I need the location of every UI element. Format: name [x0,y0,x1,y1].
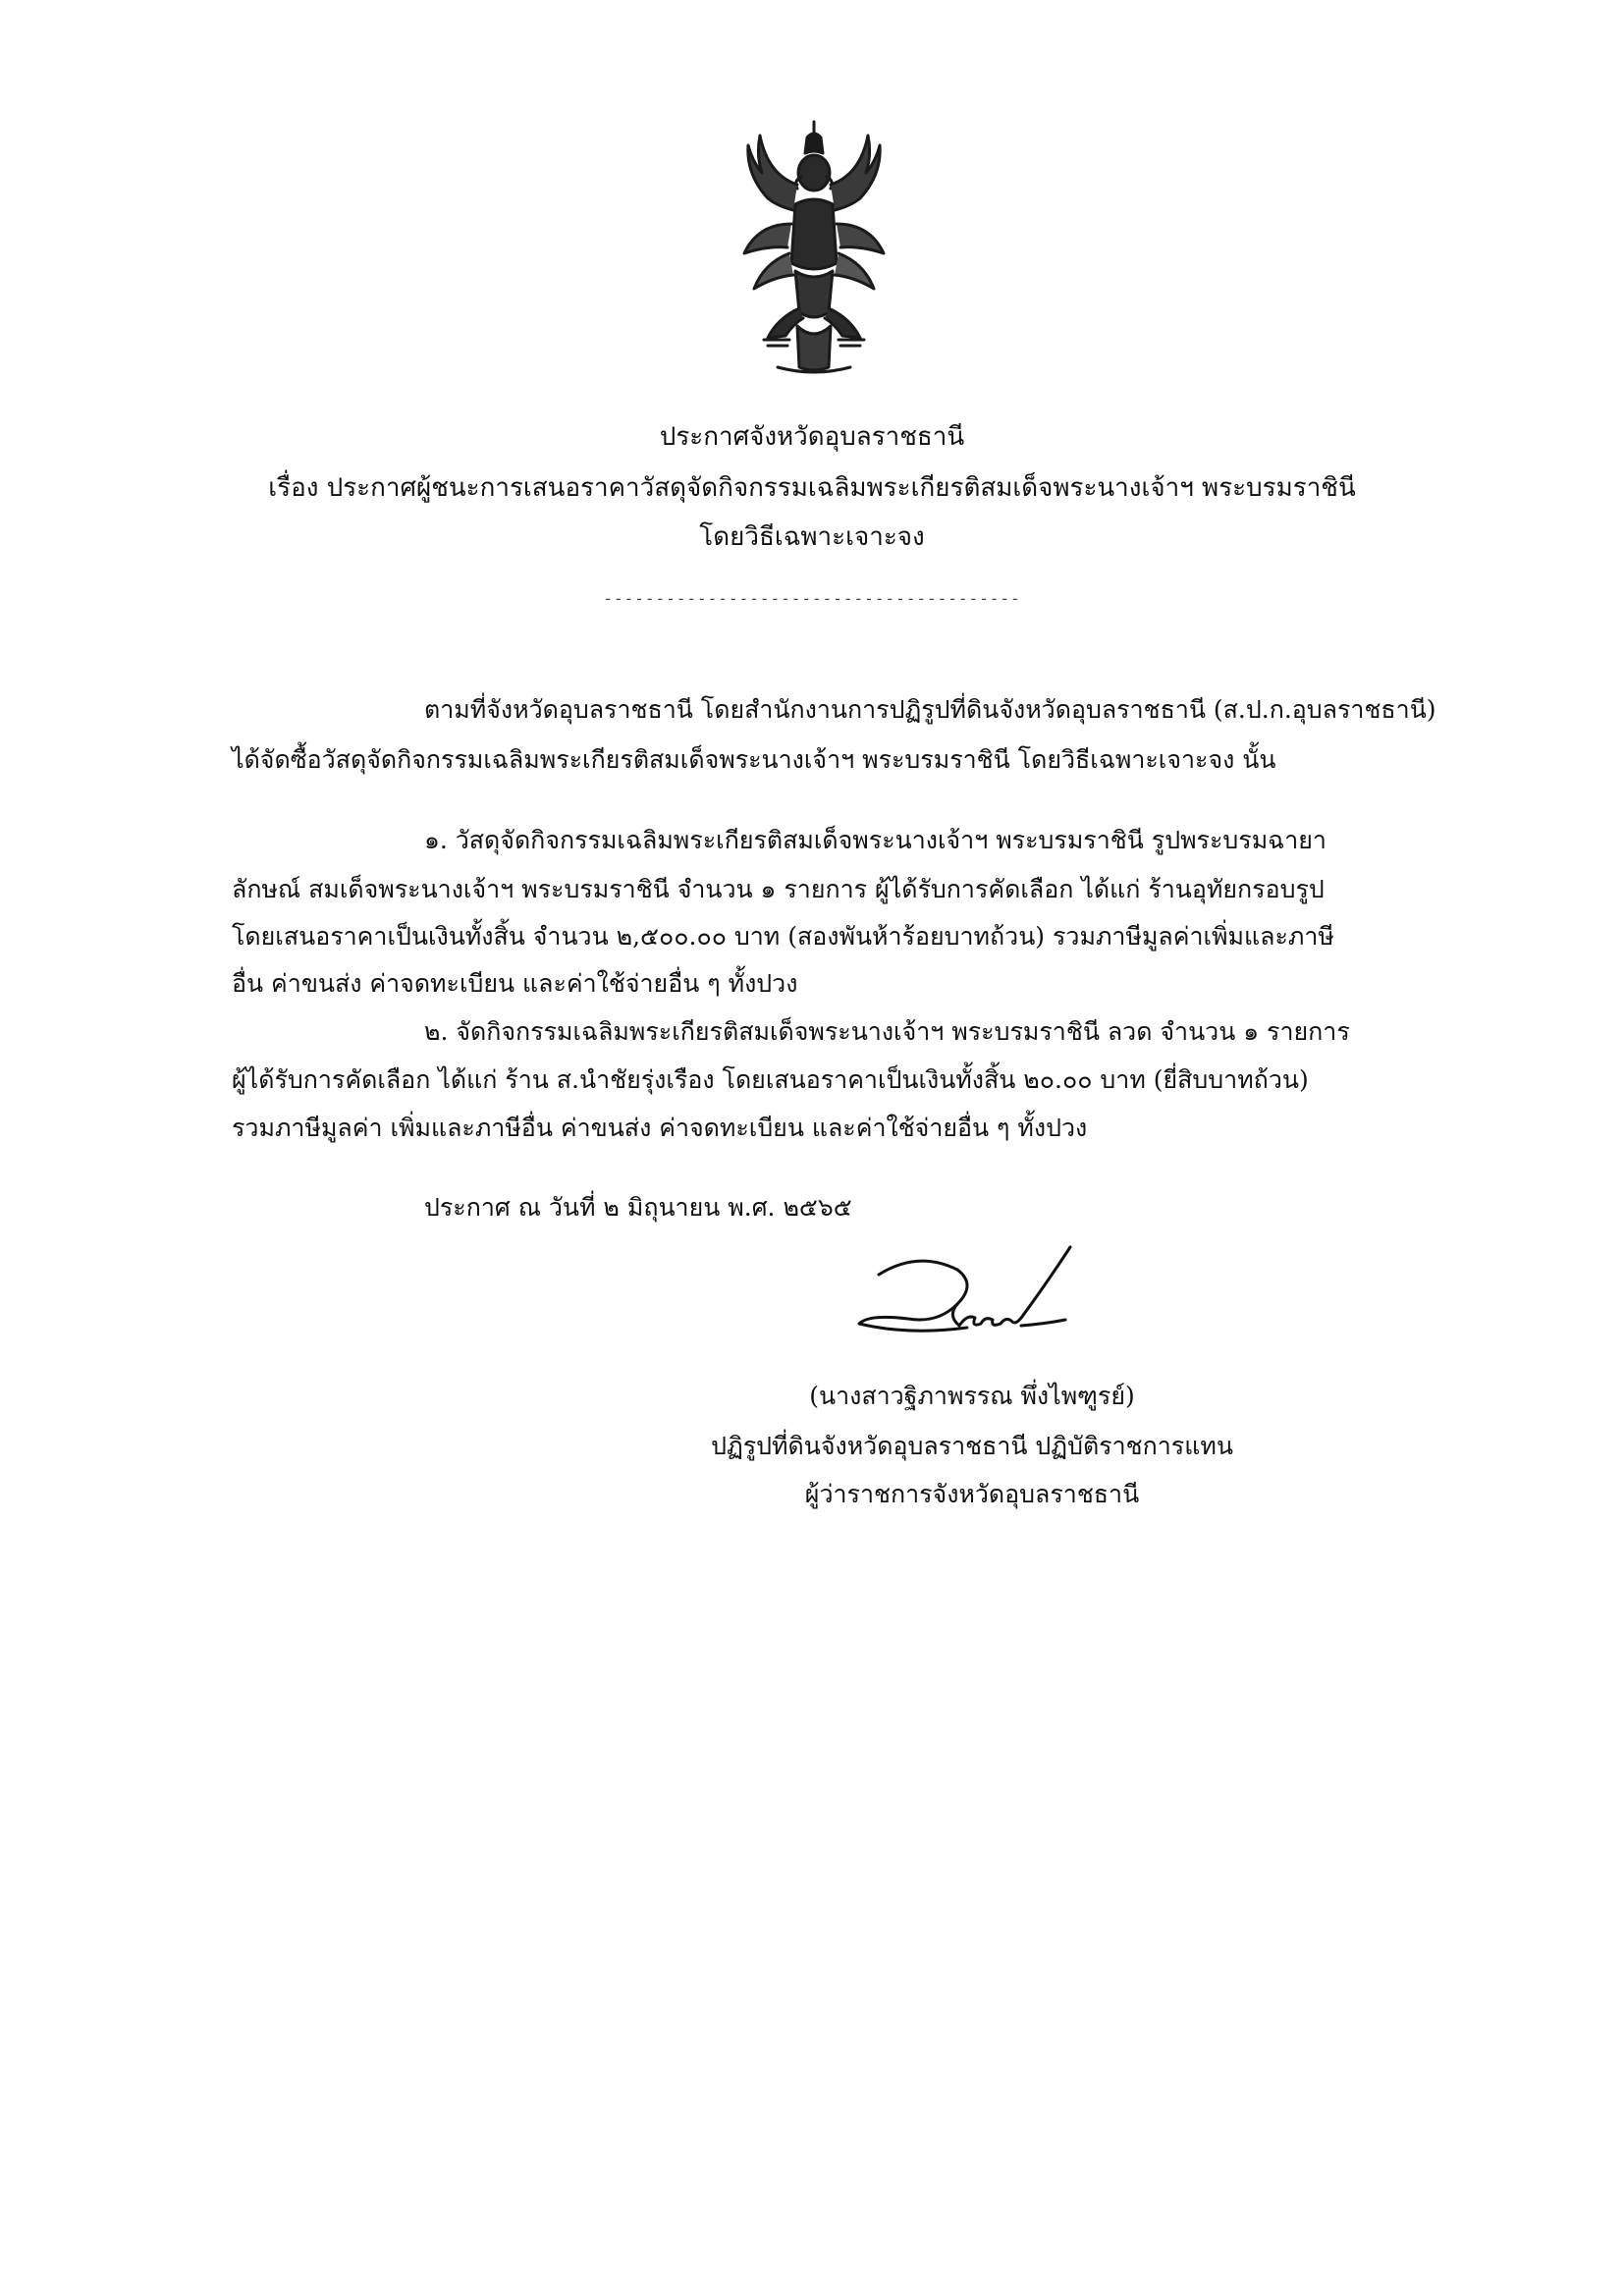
item1-line-1: ๑. วัสดุจัดกิจกรรมเฉลิมพระเกียรติสมเด็จพระนางเจ้าฯ พระบรมราชินี รูปพระบรมฉายา [424,826,1326,854]
announcement-title: ประกาศจังหวัดอุบลราชธานี [659,422,965,452]
signatory-position-2: ผู้ว่าราชการจังหวัดอุบลราชธานี [804,1480,1140,1508]
item1-line-2: ลักษณ์ สมเด็จพระนางเจ้าฯ พระบรมราชินี จำนวน ๑ รายการ ผู้ได้รับการคัดเลือก ได้แก่ ร้านอุทัยกรอบรูป [232,875,1325,903]
item1-line-3: โดยเสนอราคาเป็นเงินทั้งสิ้น จำนวน ๒,๕๐๐.๐๐ บาท (สองพันห้าร้อยบาทถ้วน) รวมภาษีมูลค่าเพิ่มและภาษี [232,922,1334,951]
item1-line-4: อื่น ค่าขนส่ง ค่าจดทะเบียน และค่าใช้จ่ายอื่น ๆ ทั้งปวง [232,969,798,998]
handwritten-signature-icon [849,1245,1105,1358]
item2-line-1: ๒. จัดกิจกรรมเฉลิมพระเกียรติสมเด็จพระนางเจ้าฯ พระบรมราชินี ลวด จำนวน ๑ รายการ [424,1017,1350,1046]
signatory-position-1: ปฏิรูปที่ดินจังหวัดอุบลราชธานี ปฏิบัติราชการแทน [711,1432,1233,1460]
item2-line-3: รวมภาษีมูลค่า เพิ่มและภาษีอื่น ค่าขนส่ง ค่าจดทะเบียน และค่าใช้จ่ายอื่น ๆ ทั้งปวง [232,1114,1088,1142]
announcement-method: โดยวิธีเฉพาะเจาะจง [699,522,925,552]
signatory-name: (นางสาวฐิภาพรรณ พึ่งไพฑูรย์) [809,1382,1135,1410]
announcement-date: ประกาศ ณ วันที่ ๒ มิถุนายน พ.ศ. ๒๕๖๕ [424,1193,852,1222]
intro-line-1: ตามที่จังหวัดอุบลราชธานี โดยสำนักงานการปฏิรูปที่ดินจังหวัดอุบลราชธานี (ส.ป.ก.อุบลราชธานี) [424,695,1436,724]
announcement-subject: เรื่อง ประกาศผู้ชนะการเสนอราคาวัสดุจัดกิจกรรมเฉลิมพระเกียรติสมเด็จพระนางเจ้าฯ พระบรมราชินี [268,473,1356,503]
item2-line-2: ผู้ได้รับการคัดเลือก ได้แก่ ร้าน ส.นำชัยรุ่งเรือง โดยเสนอราคาเป็นเงินทั้งสิ้น ๒๐.๐๐ บาท (ยี่สิบบาทถ้วน) [232,1065,1309,1094]
intro-line-2: ได้จัดซื้อวัสดุจัดกิจกรรมเฉลิมพระเกียรติสมเด็จพระนางเจ้าฯ พระบรมราชินี โดยวิธีเฉพาะเจาะจง นั้น [232,745,1276,774]
title-divider: ---------------------------------------- [603,589,1021,608]
garuda-emblem-icon [738,116,891,376]
